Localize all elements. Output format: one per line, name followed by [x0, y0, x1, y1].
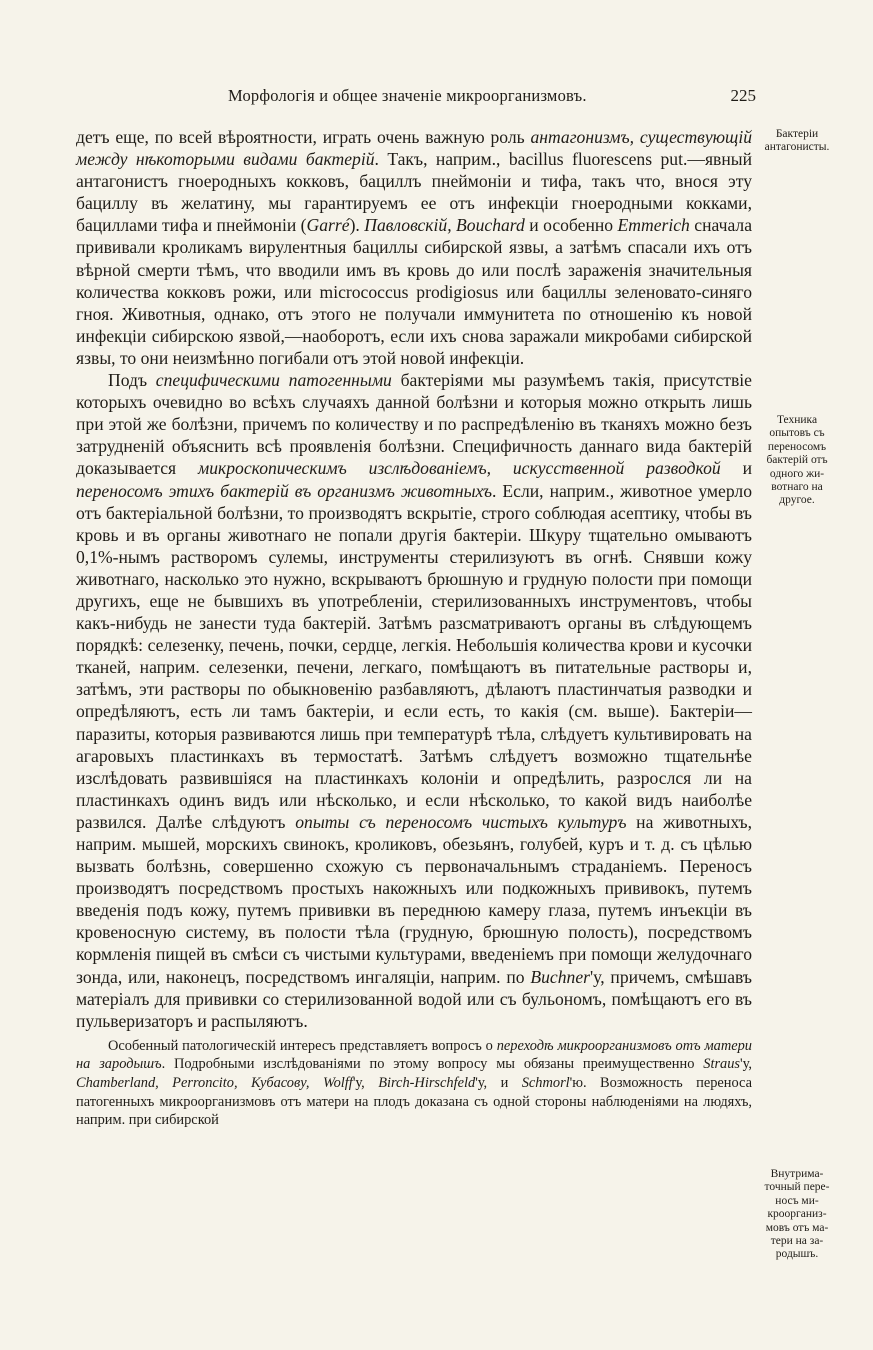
italic-run: переносомъ этихъ бактерій въ организмъ животныхъ	[76, 480, 493, 501]
text-run: . Подробными изслѣдованіями по этому вопросу мы обязаны преимущественно	[161, 1056, 704, 1073]
italic-run: Straus	[703, 1056, 741, 1073]
text-run: 'у, и	[475, 1075, 522, 1092]
italic-run: Павловскій, Bouchard	[364, 215, 525, 236]
italic-run: Garré	[306, 215, 350, 236]
italic-run: микроскопическимъ изслѣдованіемъ, искусственной разводкой	[197, 458, 721, 479]
italic-run: Schmorl	[521, 1075, 570, 1092]
paragraph-transmission-to-fetus	[76, 1037, 752, 1130]
text-run: ).	[349, 215, 365, 236]
margin-note-transfer-technique: Техника опытовъ съ переносомъ бактерій отъ одного жи- вотнаго на другое.	[766, 414, 828, 507]
text-run: детъ еще, по всей вѣроятности, играть очень важную роль	[76, 127, 531, 147]
text-run: 'у,	[352, 1075, 379, 1092]
text-run: и особенно	[524, 215, 618, 236]
text-run: на животныхъ, наприм. мышей, морскихъ свинокъ, кроликовъ, обезьянъ, голубей, куръ и т. д. съ цѣлью вызвать болѣзнь, совершенно схожую съ первоначальнымъ страданіемъ. Переносъ производятъ посредствомъ простыхъ накожныхъ или подкожныхъ прививокъ, путемъ введенія подъ кожу, путемъ прививки въ переднюю камеру глаза, путемъ инъекціи въ кровеносную систему, въ полости тѣла (грудную, брюшную полость), посредствомъ кормленія пищей въ смѣси съ чистыми культурами, введеніемъ при помощи желудочнаго зонда, или, наконецъ, посредствомъ ингаляціи, наприм. по	[76, 811, 752, 987]
text-run: бактеріями мы разумѣемъ такія, присутствіе которыхъ очевидно во всѣхъ случаяхъ данной болѣзни и которыя можно открыть лишь при этой же болѣзни, причемъ по количеству и по распредѣленію въ тканяхъ можно безъ затрудненій объяснить всѣ проявленія болѣзни. Специфичность даннаго вида бактерій доказывается	[76, 370, 752, 479]
text-run: сначала прививали кроликамъ вирулентныя бациллы сибирской язвы, а затѣмъ спасали ихъ отъ вѣрной смерти тѣмъ, что вводили имъ въ кровь до или послѣ зараженія значительныя количества кокковъ рожи, или micrococcus prodigiosus или бациллы зеленовато-синяго гноя. Животныя, однако, отъ этого не получали иммунитета по отношенію къ новой инфекціи сибирскою язвой,—наоборотъ, если ихъ снова заражали микробами сибирской язвы, то они неизмѣнно погибали отъ этой новой инфекціи.	[76, 215, 753, 368]
text-run: . Такъ, наприм., bacillus fluorescens put.—явный антагонистъ гноеродныхъ кокковъ, бациллъ пнеймоніи и тифа, такъ что, внося эту бациллу въ желатину, мы гарантируемъ ее отъ инфекціи гноеродными кокками, бациллами тифа и пнеймоніи (	[76, 149, 753, 236]
page-number: 225	[730, 86, 756, 105]
text-run: и	[720, 458, 752, 479]
text-run: . Если, наприм., животное умерло отъ бактеріальной болѣзни, то производятъ вскрытіе, строго соблюдая асептику, чтобы въ кровь и въ органы животнаго не попали другія бактеріи. Шкуру тщательно омываютъ 0,1%-нымъ растворомъ сулемы, инструменты стерилизуютъ въ огнѣ. Снявши кожу животнаго, насколько это нужно, вскрываютъ брюшную и грудную полости при помощи другихъ, еще не бывшихъ въ употребленіи, стерилизованныхъ инструментовъ, чтобы какъ-нибудь не занести туда бактерій. Затѣмъ разсматриваютъ органы въ слѣдующемъ порядкѣ: селезенку, печень, почки, сердце, легкія. Небольшія количества крови и кусочки тканей, наприм. селезенки, печени, легкаго, помѣщаютъ въ питательные растворы и, затѣмъ, эти растворы по обыкновенію разбавляютъ, дѣлаютъ пластинчатыя разводки и опредѣляютъ, есть ли тамъ бактеріи, и если есть, то какія (см. выше). Бактеріи—паразиты, которыя развиваются лишь при температурѣ тѣла, слѣдуетъ культивировать на агаровыхъ пластинкахъ въ термостатѣ. Затѣмъ слѣдуетъ возможно тщательнѣе изслѣдовать развившіяся на пластинкахъ колоніи и опредѣлить, разрослся ли на пластинкахъ одинъ видъ или нѣсколько, и если нѣсколько, то какой видъ наиболѣе развился. Далѣе слѣдуютъ	[76, 480, 753, 832]
text-run: Подъ	[108, 370, 156, 391]
italic-run: Emmerich	[617, 215, 690, 236]
margin-note-antagonists: Бактеріи антагонисты.	[764, 128, 830, 154]
italic-run: Chamberland, Perroncito, Кубасову, Wolff	[76, 1075, 353, 1092]
italic-run: Birch-Hirschfeld	[378, 1075, 476, 1092]
text-run: 'у,	[740, 1056, 752, 1073]
page-header	[76, 86, 756, 108]
text-run: 'у, причемъ, смѣшавъ матеріалъ для прививки со стерилизованной водой или съ бульономъ, помѣщаютъ его въ пульверизаторъ и распыляютъ.	[76, 966, 752, 1031]
italic-run: опыты съ переносомъ чистыхъ культуръ	[295, 811, 627, 832]
running-title: Морфологія и общее значеніе микроорганизмовъ.	[228, 86, 587, 105]
italic-run: Buchner	[530, 966, 590, 987]
text-run: 'ю. Возможность переноса патогенныхъ микроорганизмовъ отъ матери на плодъ доказана съ одной стороны наблюденіями на людяхъ, наприм. при сибирской	[76, 1075, 753, 1129]
margin-note-intrauterine-transfer: Внутрима- точный пере- носъ ми- кроорганиз- мовъ отъ ма- тери на за- родышъ.	[764, 1168, 830, 1261]
main-text-column	[76, 126, 752, 1130]
text-run: Особенный патологическій интересъ представляетъ вопросъ о	[108, 1037, 497, 1054]
italic-run: антагонизмъ, существующій между нѣкоторыми видами бактерій	[76, 127, 753, 170]
italic-run: переходѣ микроорганизмовъ отъ матери на зародышъ	[76, 1037, 753, 1073]
paragraph-pathogenic-bacteria	[76, 369, 752, 1032]
paragraph-antagonism	[76, 126, 752, 369]
italic-run: специфическими патогенными	[155, 370, 392, 391]
